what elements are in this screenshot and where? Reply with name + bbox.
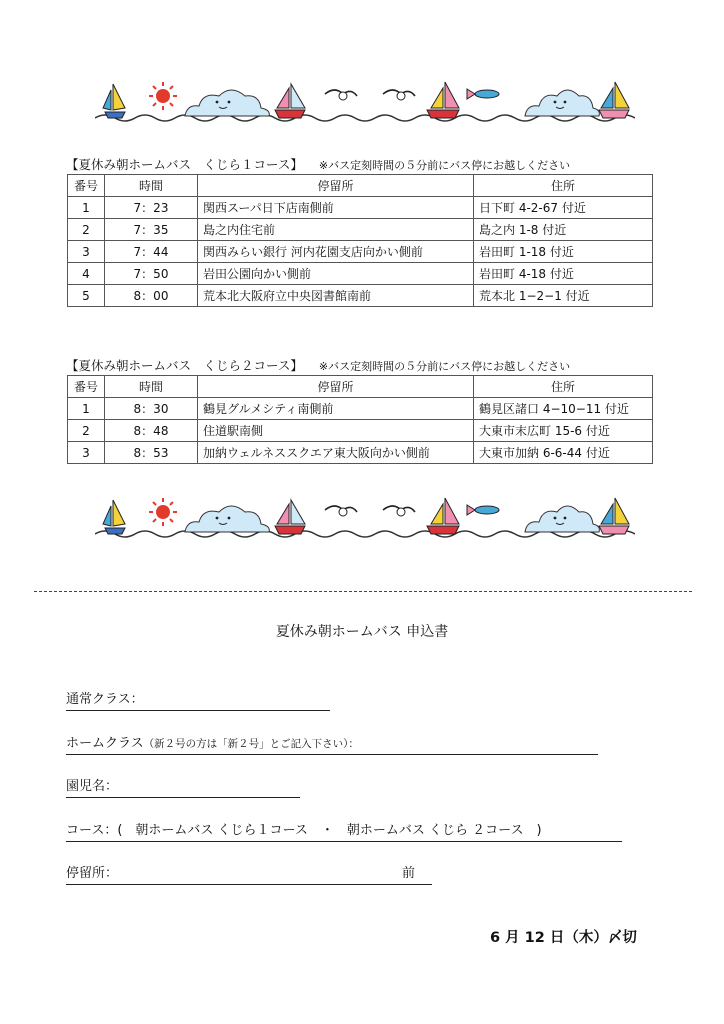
stop-suffix: 前 — [402, 866, 416, 881]
header-address: 住所 — [474, 376, 653, 398]
sea-illustration — [95, 494, 635, 544]
stop-time: 8：53 — [105, 442, 198, 464]
stop-address: 荒本北 1−2−1 付近 — [474, 285, 653, 307]
stop-address: 島之内 1-8 付近 — [474, 219, 653, 241]
stop-address: 大東市加納 6-6-44 付近 — [474, 442, 653, 464]
stop-number: 4 — [68, 263, 105, 285]
stop-number: 3 — [68, 241, 105, 263]
course-1-heading — [66, 155, 570, 173]
child-name-label: 園児名： — [66, 779, 119, 794]
stop-time: 7：50 — [105, 263, 198, 285]
sun-icon — [149, 498, 177, 526]
child-name-field[interactable] — [66, 775, 118, 794]
cloud-icon — [185, 506, 269, 532]
header-address: 住所 — [474, 175, 653, 197]
course-2-table — [67, 375, 653, 464]
course-field[interactable] — [66, 819, 542, 838]
course-1-note: ※バス定刻時間の５分前にバス停にお越しください — [318, 159, 571, 172]
stop-address: 鶴見区諸口 4−10−11 付近 — [474, 398, 653, 420]
sailboat-icon — [103, 84, 125, 118]
home-class-input-line[interactable] — [66, 754, 598, 755]
header-stop: 停留所 — [198, 376, 474, 398]
course-1-table — [67, 174, 653, 307]
table-row — [68, 442, 653, 464]
seagull-icon — [383, 506, 415, 516]
table-header-row — [68, 376, 653, 398]
stop-number: 1 — [68, 197, 105, 219]
stop-number: 1 — [68, 398, 105, 420]
form-title: 夏休み朝ホームバス 申込書 — [275, 624, 449, 640]
course-2-heading — [66, 356, 570, 374]
sailboat-icon — [427, 82, 459, 118]
table-row — [68, 241, 653, 263]
stop-time: 7：35 — [105, 219, 198, 241]
sea-illustration — [95, 78, 635, 128]
stop-address: 日下町 4-2-67 付近 — [474, 197, 653, 219]
stop-name: 加納ウェルネススクエア東大阪向かい側前 — [198, 442, 474, 464]
seagull-icon — [383, 90, 415, 100]
stop-time: 8：00 — [105, 285, 198, 307]
header-time: 時間 — [105, 376, 198, 398]
child-name-input-line[interactable] — [66, 797, 300, 798]
table-row — [68, 420, 653, 442]
stop-field[interactable] — [66, 862, 416, 881]
course-underline — [66, 841, 622, 842]
flying-fish-icon — [467, 505, 499, 515]
stop-input-line[interactable] — [66, 884, 432, 885]
table-row — [68, 219, 653, 241]
table-row — [68, 263, 653, 285]
home-class-field[interactable] — [66, 732, 359, 751]
stop-time: 7：44 — [105, 241, 198, 263]
flying-fish-icon — [467, 89, 499, 99]
sailboat-icon — [275, 500, 305, 534]
table-row — [68, 398, 653, 420]
course-2-note: ※バス定刻時間の５分前にバス停にお越しください — [318, 360, 571, 373]
stop-name: 関西みらい銀行 河内花園支店向かい側前 — [198, 241, 474, 263]
cloud-icon — [525, 506, 599, 532]
stop-address: 岩田町 1-18 付近 — [474, 241, 653, 263]
stop-number: 2 — [68, 420, 105, 442]
stop-name: 岩田公園向かい側前 — [198, 263, 474, 285]
stop-number: 3 — [68, 442, 105, 464]
course-1-title: 【夏休み朝ホームバス くじら１コース】 — [66, 157, 303, 172]
decorative-banner-bottom — [95, 494, 635, 544]
cloud-icon — [525, 90, 599, 116]
header-number: 番号 — [68, 376, 105, 398]
sailboat-icon — [599, 498, 629, 534]
cut-line — [34, 591, 692, 592]
seagull-icon — [325, 90, 357, 100]
deadline: 6 月 12 日（木）〆切 — [490, 930, 637, 946]
stop-time: 7：23 — [105, 197, 198, 219]
stop-address: 大東市末広町 15-6 付近 — [474, 420, 653, 442]
course-2-title: 【夏休み朝ホームバス くじら２コース】 — [66, 358, 303, 373]
class-label: 通常クラス： — [66, 692, 144, 707]
table-header-row — [68, 175, 653, 197]
stop-name: 鶴見グルメシティ南側前 — [198, 398, 474, 420]
stop-name: 住道駅南側 — [198, 420, 474, 442]
seagull-icon — [325, 506, 357, 516]
sun-icon — [149, 82, 177, 110]
class-input-line[interactable] — [66, 710, 330, 711]
home-class-note: （新２号の方は「新２号」とご記入下さい）： — [143, 738, 359, 750]
stop-name: 島之内住宅前 — [198, 219, 474, 241]
sailboat-icon — [275, 84, 305, 118]
stop-number: 2 — [68, 219, 105, 241]
course-options[interactable]: コース：( 朝ホームバス くじら１コース ・ 朝ホームバス くじら ２コース ) — [66, 823, 542, 838]
header-time: 時間 — [105, 175, 198, 197]
sailboat-icon — [427, 498, 459, 534]
stop-name: 関西スーパ日下店南側前 — [198, 197, 474, 219]
stop-time: 8：30 — [105, 398, 198, 420]
decorative-banner-top — [95, 78, 635, 128]
class-field[interactable] — [66, 688, 144, 707]
sailboat-icon — [103, 500, 125, 534]
table-row — [68, 285, 653, 307]
cloud-icon — [185, 90, 269, 116]
stop-label: 停留所： — [66, 866, 119, 881]
header-number: 番号 — [68, 175, 105, 197]
stop-name: 荒本北大阪府立中央図書館南前 — [198, 285, 474, 307]
stop-number: 5 — [68, 285, 105, 307]
stop-address: 岩田町 4-18 付近 — [474, 263, 653, 285]
header-stop: 停留所 — [198, 175, 474, 197]
sailboat-icon — [599, 82, 629, 118]
stop-time: 8：48 — [105, 420, 198, 442]
table-row — [68, 197, 653, 219]
home-class-label: ホームクラス — [66, 736, 144, 751]
